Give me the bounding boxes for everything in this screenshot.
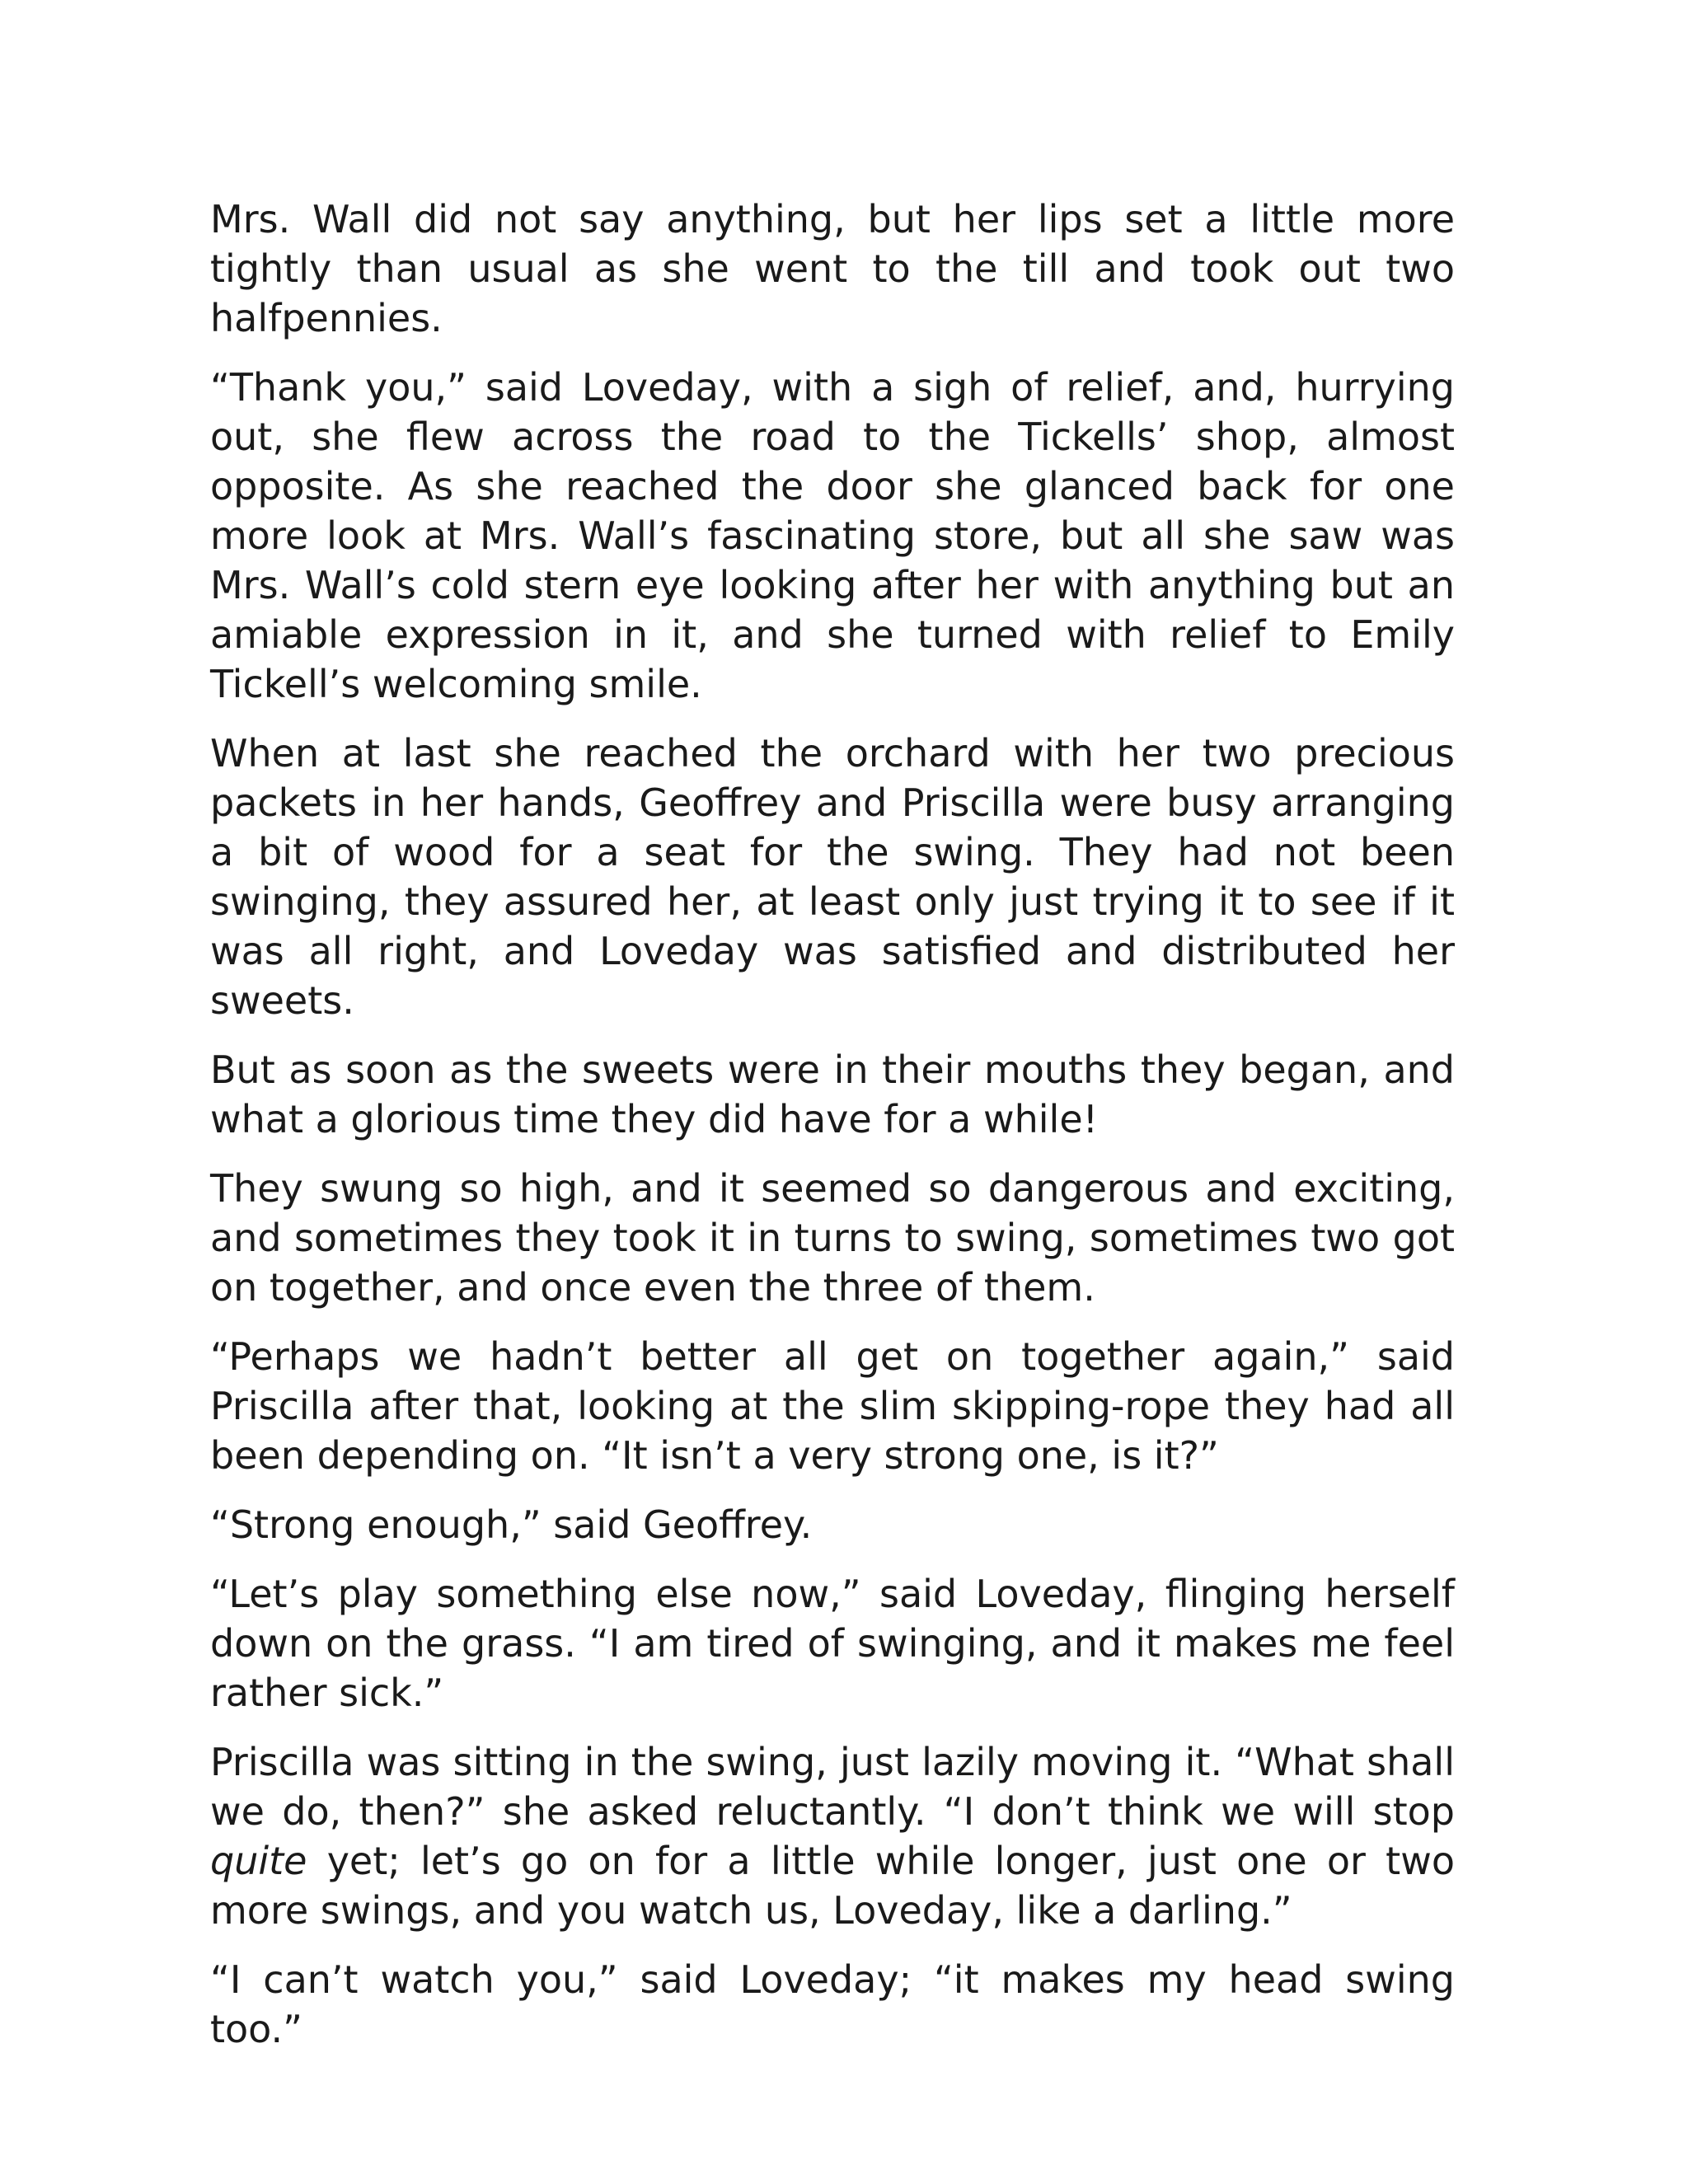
paragraph-4: But as soon as the sweets were in their mouths they began, and what a glorious time they did have for a while! — [210, 1047, 1455, 1141]
paragraph-2: “Thank you,” said Loveday, with a sigh of relief, and, hurrying out, she flew across the road to the Tickells’ shop, almost opposite. As she reached the door she glanced back for one more look at Mrs. Wall’s fascinating store, but all she saw was Mrs. Wall’s cold stern eye looking after her with anything but an amiable expression in it, and she turned with relief to Emily Tickell’s welcoming smile. — [210, 365, 1455, 706]
paragraph-9-before: Priscilla was sitting in the swing, just lazily moving it. “What shall we do, then?” she asked reluctantly. “I don’t think we will stop — [210, 1740, 1455, 1834]
paragraph-3: When at last she reached the orchard with her two precious packets in her hands, Geoffrey and Priscilla were busy arranging a bit of wood for a seat for the swing. They had not been swinging, they assured her, at least only just trying it to see if it was all right, and Loveday was satisfied and distributed her sweets. — [210, 731, 1455, 1023]
paragraph-7: “Strong enough,” said Geoffrey. — [210, 1502, 813, 1547]
paragraph-8: “Let’s play something else now,” said Loveday, flinging herself down on the grass. “I am tired of swinging, and it makes me feel rather sick.” — [210, 1572, 1455, 1715]
paragraph-5: They swung so high, and it seemed so dangerous and exciting, and sometimes they took it in turns to swing, sometimes two got on together, and once even the three of them. — [210, 1166, 1455, 1310]
paragraph-10: “I can’t watch you,” said Loveday; “it makes my head swing too.” — [210, 1957, 1455, 2051]
body-text — [210, 194, 1455, 2074]
paragraph-9-italic: quite — [210, 1839, 307, 1883]
paragraph-1: Mrs. Wall did not say anything, but her lips set a little more tightly than usual as she went to the till and took out two halfpennies. — [210, 197, 1455, 340]
paragraph-9-after: yet; let’s go on for a little while longer, just one or two more swings, and you watch us, Loveday, like a darling.” — [210, 1839, 1455, 1933]
paragraph-9 — [210, 1737, 1455, 1935]
paragraph-6: “Perhaps we hadn’t better all get on together again,” said Priscilla after that, looking at the slim skipping-rope they had all been depending on. “It isn’t a very strong one, is it?” — [210, 1334, 1455, 1478]
